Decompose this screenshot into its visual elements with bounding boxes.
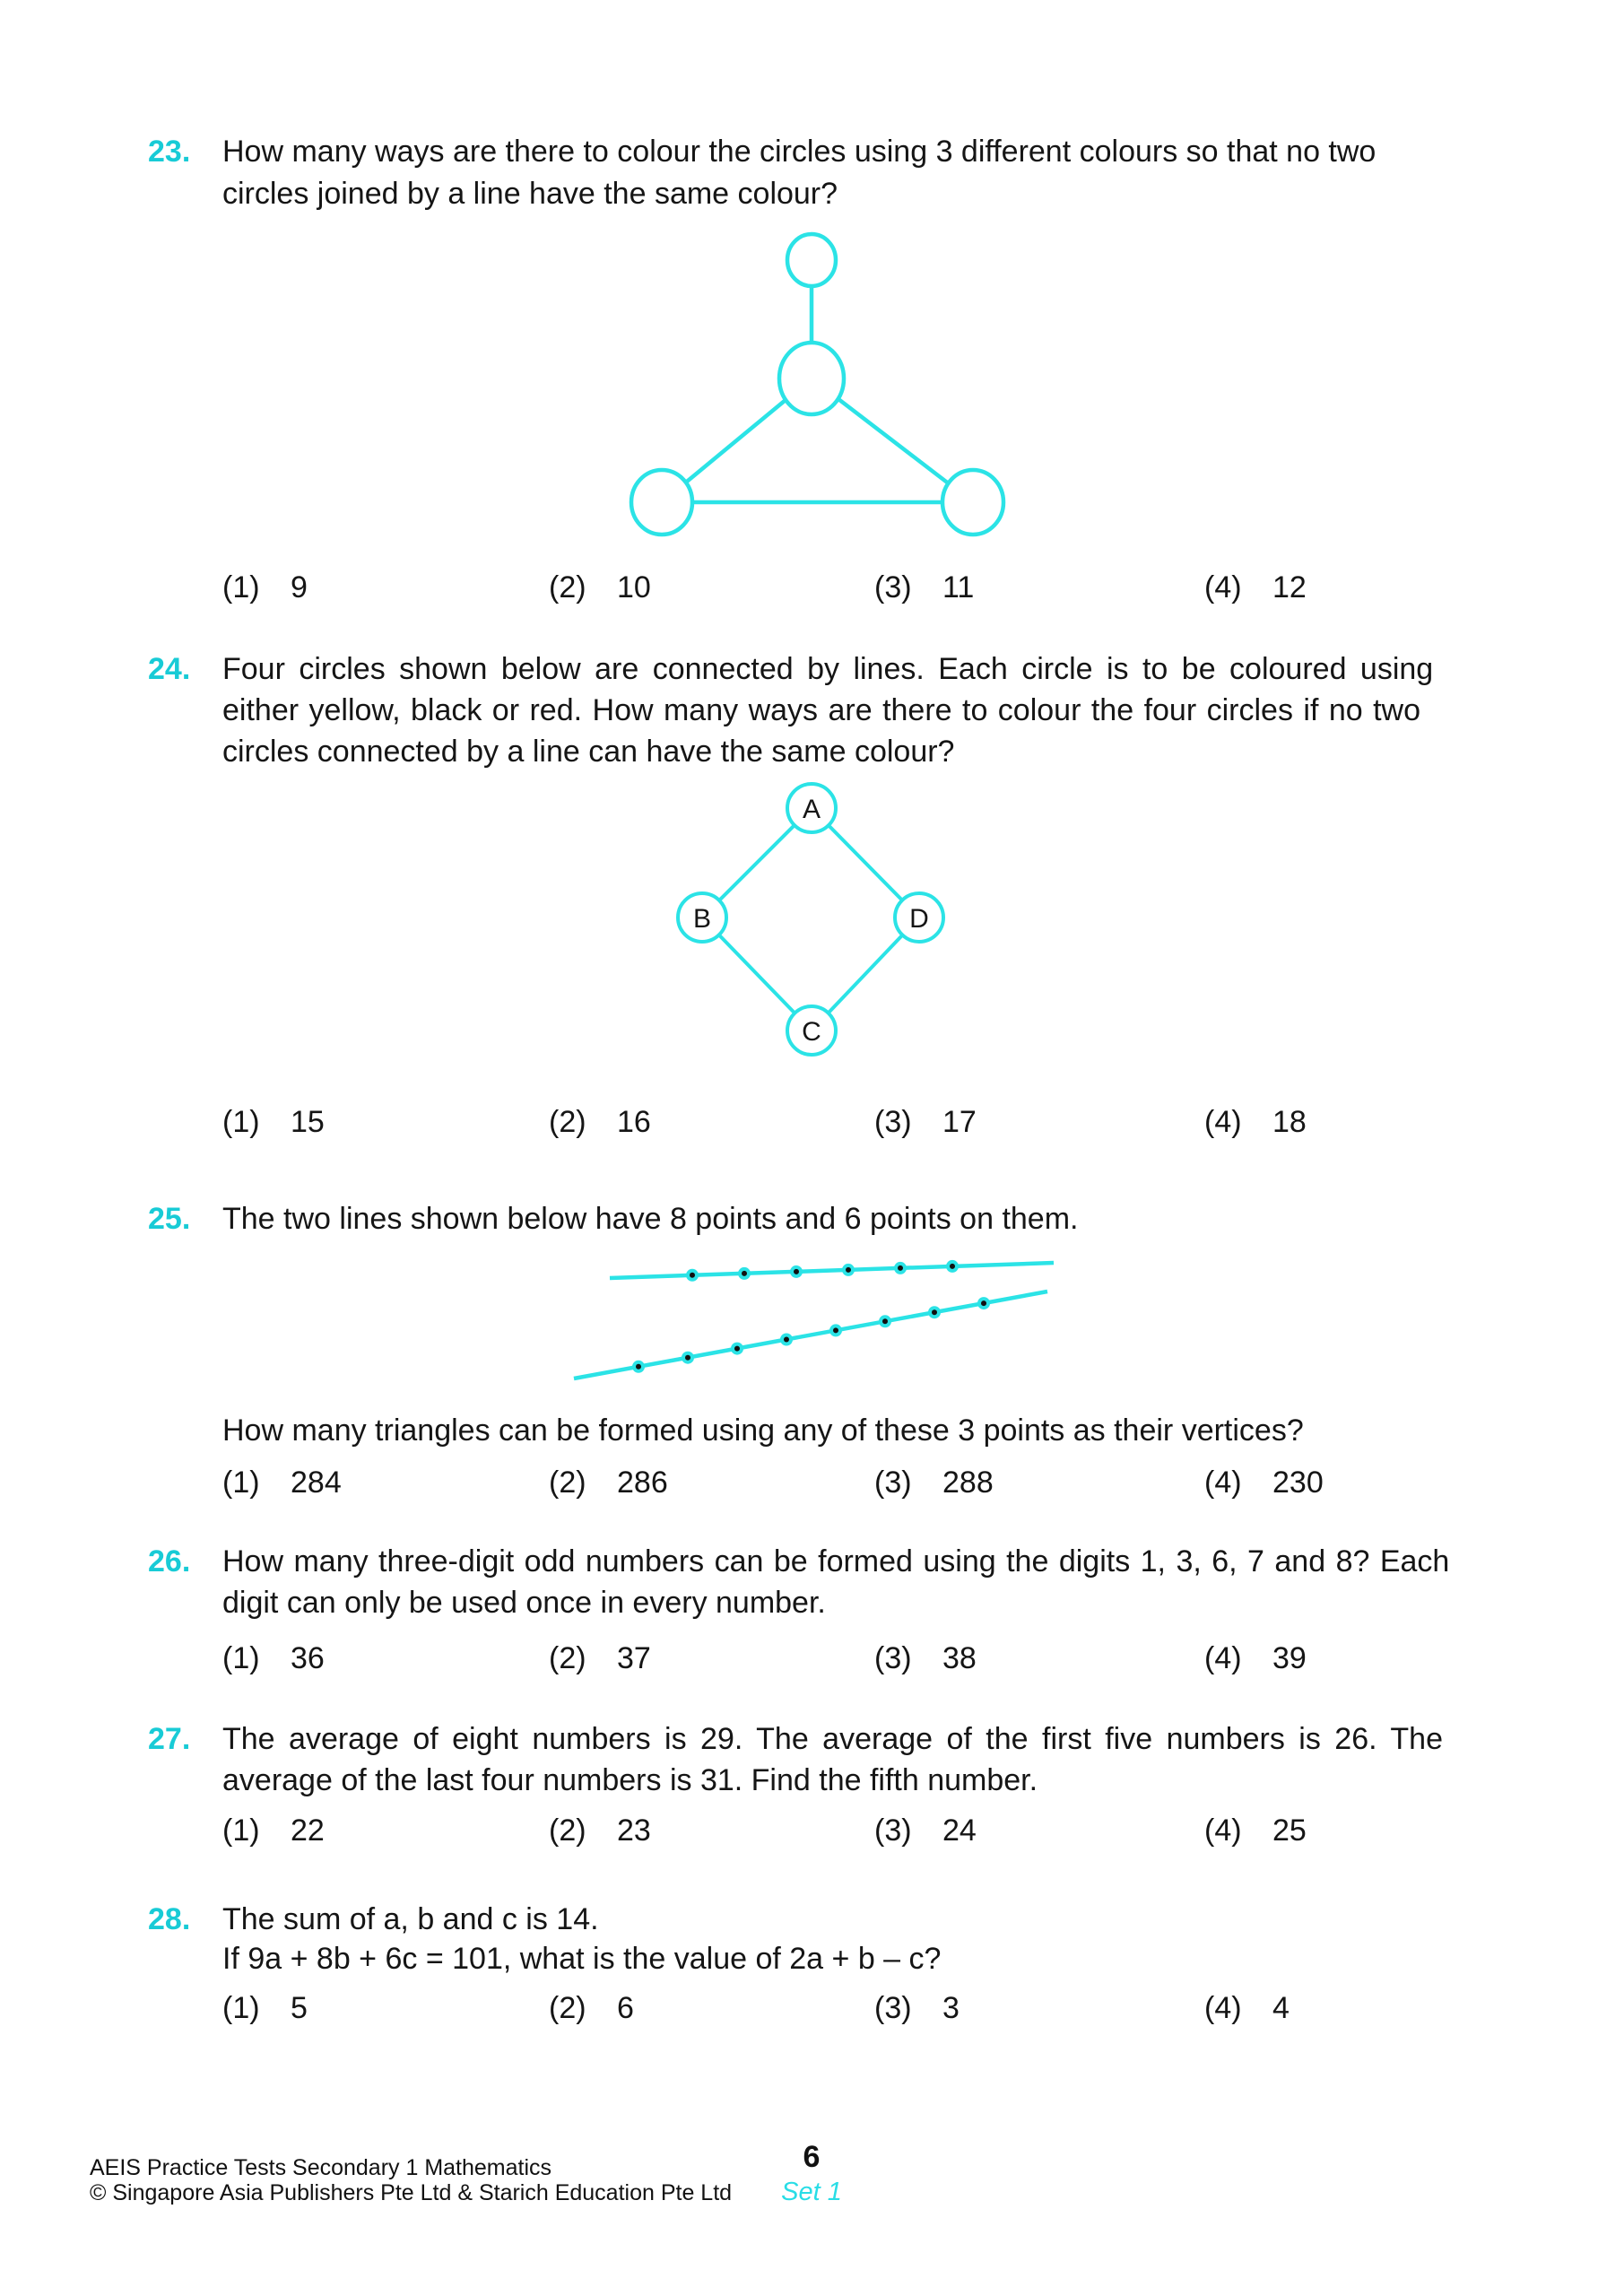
option-label: (2)	[549, 1641, 586, 1675]
option-value: 4	[1272, 1991, 1290, 2025]
q27-number: 27.	[148, 1722, 191, 1756]
option-label: (1)	[222, 1641, 260, 1675]
option-value: 16	[617, 1105, 651, 1139]
q24-graph-edges	[702, 808, 919, 1031]
option-label: (4)	[1204, 1813, 1242, 1848]
option-label: (3)	[874, 1813, 912, 1848]
q24-line-3: circles connected by a line can have the same colour?	[222, 735, 955, 769]
option-value: 10	[617, 570, 651, 604]
q25-number: 25.	[148, 1202, 191, 1236]
option-label: (1)	[222, 1465, 260, 1500]
q24-option-3	[874, 1105, 977, 1140]
option-value: 23	[617, 1813, 651, 1848]
q27-option-3	[874, 1813, 977, 1848]
option-label: (2)	[549, 1991, 586, 2025]
q24-line-2: either yellow, black or red. How many ways are there to colour the four circles if no two	[222, 693, 1421, 727]
option-label: (3)	[874, 1641, 912, 1675]
q23-line-2: circles joined by a line have the same colour?	[222, 177, 838, 211]
option-label: (4)	[1204, 1641, 1242, 1675]
q24-option-1	[222, 1105, 325, 1140]
option-value: 9	[291, 570, 308, 604]
q26-option-3	[874, 1641, 977, 1676]
q24-line-1: Four circles shown below are connected by lines. Each circle is to be coloured using	[222, 652, 1434, 686]
footer-book-title: AEIS Practice Tests Secondary 1 Mathematics	[90, 2155, 552, 2180]
option-label: (2)	[549, 1105, 586, 1139]
option-label: (2)	[549, 570, 586, 604]
q24-diamond-graph-diagram	[628, 771, 1004, 1067]
option-label: (2)	[549, 1465, 586, 1500]
option-label: (3)	[874, 570, 912, 604]
q28-option-3	[874, 1991, 960, 2026]
option-value: 37	[617, 1641, 651, 1675]
option-label: (4)	[1204, 1991, 1242, 2025]
q26-line-1: How many three-digit odd numbers can be formed using the digits 1, 3, 6, 7 and 8? Each	[222, 1544, 1450, 1578]
q26-option-1	[222, 1641, 325, 1676]
option-value: 284	[291, 1465, 342, 1500]
option-label: (1)	[222, 1813, 260, 1848]
option-value: 38	[942, 1641, 977, 1675]
q26-number: 26.	[148, 1544, 191, 1578]
option-value: 18	[1272, 1105, 1307, 1139]
q25-lines	[574, 1263, 1054, 1378]
q24-node-label-d: D	[909, 904, 929, 934]
option-label: (3)	[874, 1105, 912, 1139]
option-value: 22	[291, 1813, 325, 1848]
footer-page-number: 6	[803, 2140, 821, 2174]
q23-option-4	[1204, 570, 1307, 605]
q26-option-4	[1204, 1641, 1307, 1676]
option-label: (3)	[874, 1991, 912, 2025]
q27-line-1: The average of eight numbers is 29. The average of the first five numbers is 26. The	[222, 1722, 1443, 1756]
option-value: 12	[1272, 570, 1307, 604]
q24-option-4	[1204, 1105, 1307, 1140]
q25-two-lines-points-diagram	[538, 1247, 1094, 1399]
q23-option-1	[222, 570, 308, 605]
footer-copyright: © Singapore Asia Publishers Pte Ltd & Starich Education Pte Ltd	[90, 2180, 733, 2205]
q23-option-3	[874, 570, 974, 605]
option-label: (4)	[1204, 1105, 1242, 1139]
option-value: 5	[291, 1991, 308, 2025]
option-value: 36	[291, 1641, 325, 1675]
option-value: 6	[617, 1991, 634, 2025]
q25-option-1	[222, 1465, 342, 1500]
option-value: 17	[942, 1105, 977, 1139]
option-value: 25	[1272, 1813, 1307, 1848]
option-label: (4)	[1204, 1465, 1242, 1500]
q28-line-1: The sum of a, b and c is 14.	[222, 1902, 599, 1936]
q26-option-2	[549, 1641, 651, 1676]
q27-option-4	[1204, 1813, 1307, 1848]
q25-option-2	[549, 1465, 668, 1500]
option-label: (4)	[1204, 570, 1242, 604]
option-value: 24	[942, 1813, 977, 1848]
q28-option-2	[549, 1991, 634, 2026]
q28-line-2: If 9a + 8b + 6c = 101, what is the value of 2a + b – c?	[222, 1942, 942, 1976]
q23-circles-graph-diagram	[538, 224, 1094, 556]
q27-option-1	[222, 1813, 325, 1848]
q24-option-2	[549, 1105, 651, 1140]
q28-option-1	[222, 1991, 308, 2026]
q23-graph-circles	[631, 234, 1003, 535]
q24-number: 24.	[148, 652, 191, 686]
option-value: 288	[942, 1465, 994, 1500]
q27-line-2: average of the last four numbers is 31. Find the fifth number.	[222, 1763, 1038, 1797]
q23-option-2	[549, 570, 651, 605]
option-label: (2)	[549, 1813, 586, 1848]
option-value: 230	[1272, 1465, 1324, 1500]
q25-line-1: The two lines shown below have 8 points and 6 points on them.	[222, 1202, 1079, 1236]
option-label: (1)	[222, 570, 260, 604]
q23-number: 23.	[148, 135, 191, 169]
q25-option-3	[874, 1465, 994, 1500]
q23-line-1: How many ways are there to colour the circles using 3 different colours so that no two	[222, 135, 1376, 169]
q25-line-2: How many triangles can be formed using any of these 3 points as their vertices?	[222, 1413, 1304, 1448]
option-label: (1)	[222, 1105, 260, 1139]
q28-number: 28.	[148, 1902, 191, 1936]
q24-node-label-b: B	[692, 904, 712, 934]
option-value: 39	[1272, 1641, 1307, 1675]
option-value: 15	[291, 1105, 325, 1139]
q25-option-4	[1204, 1465, 1324, 1500]
q28-option-4	[1204, 1991, 1290, 2026]
option-value: 3	[942, 1991, 960, 2025]
q24-graph-circles	[678, 784, 943, 1055]
q24-node-label-a: A	[802, 795, 821, 824]
footer-set-label: Set 1	[781, 2178, 842, 2206]
option-label: (3)	[874, 1465, 912, 1500]
q26-line-2: digit can only be used once in every number.	[222, 1586, 826, 1620]
option-value: 286	[617, 1465, 668, 1500]
option-value: 11	[942, 570, 975, 604]
q27-option-2	[549, 1813, 651, 1848]
option-label: (1)	[222, 1991, 260, 2025]
q24-node-label-c: C	[802, 1017, 821, 1047]
